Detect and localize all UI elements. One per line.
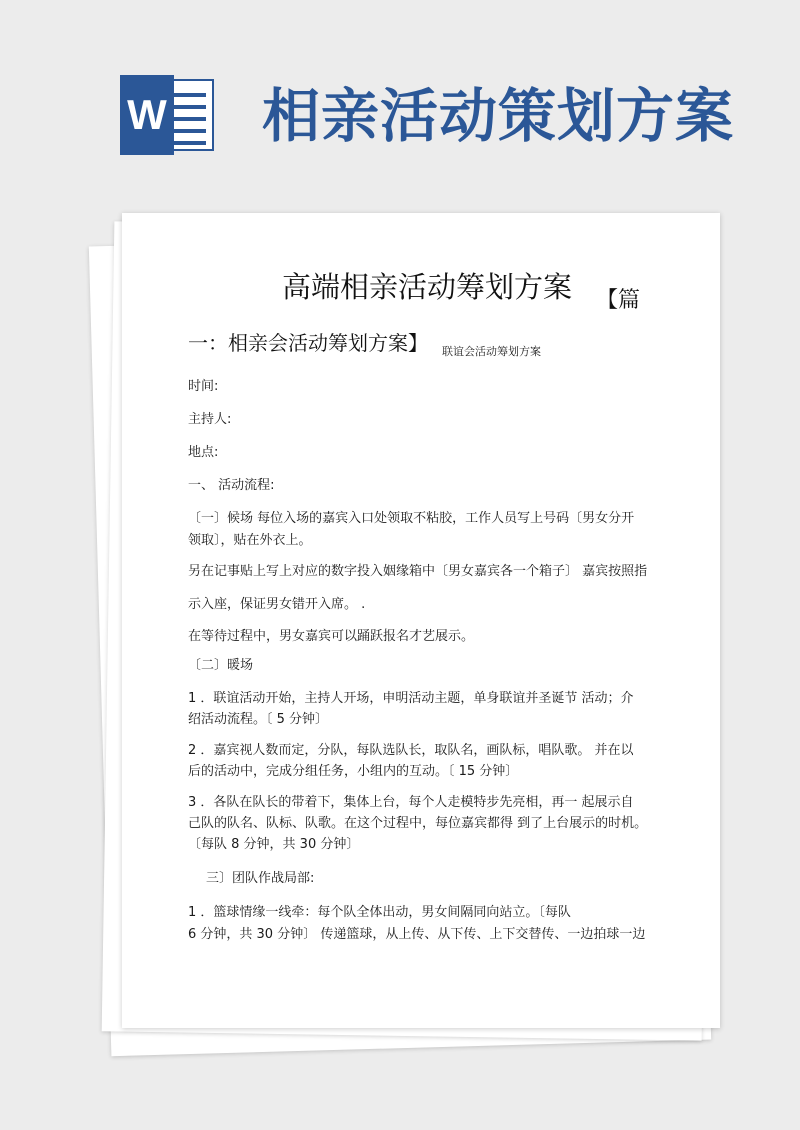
text-line: 一、 活动流程: — [188, 478, 275, 493]
text-line: 绍活动流程。〔 5 分钟〕 — [188, 712, 329, 727]
text-line: 在等待过程中，男女嘉宾可以踊跃报名才艺展示。 — [188, 629, 475, 644]
text-line: 〔每队 8 分钟，共 30 分钟〕 — [188, 837, 360, 852]
text-line: 领取〕，贴在外衣上。 — [188, 533, 312, 548]
text-line: 后的活动中，完成分组任务，小组内的互动。〔 15 分钟〕 — [188, 764, 519, 779]
text-line: 〔一〕候场 每位入场的嘉宾入口处领取不粘胶，工作人员写上号码〔男女分开 — [188, 511, 635, 526]
text-line: 主持人: — [188, 412, 232, 427]
text-line: 6 分钟，共 30 分钟〕 传递篮球，从上传、从下传、上下交替传、一边拍球一边 — [188, 927, 646, 942]
text-line: 地点: — [188, 445, 219, 460]
document-title: 高端相亲活动筹划方案 — [282, 270, 573, 304]
text-line: 时间: — [188, 379, 219, 394]
banner-header — [0, 0, 800, 200]
text-line: 示入座，保证男女错开入席。 . — [188, 597, 366, 612]
document-subtitle: 一：相亲会活动筹划方案】 — [188, 331, 428, 355]
word-icon — [120, 75, 216, 155]
text-line: 〔二〕暖场 — [188, 658, 254, 673]
text-line: 3 ．各队在队长的带着下，集体上台，每个人走模特步先亮相，再一 起展示自 — [188, 795, 634, 810]
text-line: 2 ．嘉宾视人数而定，分队，每队选队长，取队名，画队标，唱队歌。 并在以 — [188, 743, 634, 758]
document-title-tail: 【篇 — [596, 288, 641, 313]
document-page — [122, 213, 720, 1028]
text-line: 1 ．篮球情缘一线牵：每个队全体出动，男女间隔同向站立。〔每队 — [188, 905, 571, 920]
word-badge: W — [120, 75, 174, 155]
text-line: 三〕团队作战局部: — [206, 871, 315, 886]
document-subtitle-note: 联谊会活动筹划方案 — [442, 345, 541, 358]
banner-title: 相亲活动策划方案 — [262, 82, 735, 150]
text-line: 1 ．联谊活动开始，主持人开场，申明活动主题，单身联谊并圣诞节 活动；介 — [188, 691, 634, 706]
text-line: 己队的队名、队标、队歌。在这个过程中，每位嘉宾都得 到了上台展示的时机。 — [188, 816, 648, 831]
text-line: 另在记事贴上写上对应的数字投入姻缘箱中〔男女嘉宾各一个箱子〕 嘉宾按照指 — [188, 564, 648, 579]
